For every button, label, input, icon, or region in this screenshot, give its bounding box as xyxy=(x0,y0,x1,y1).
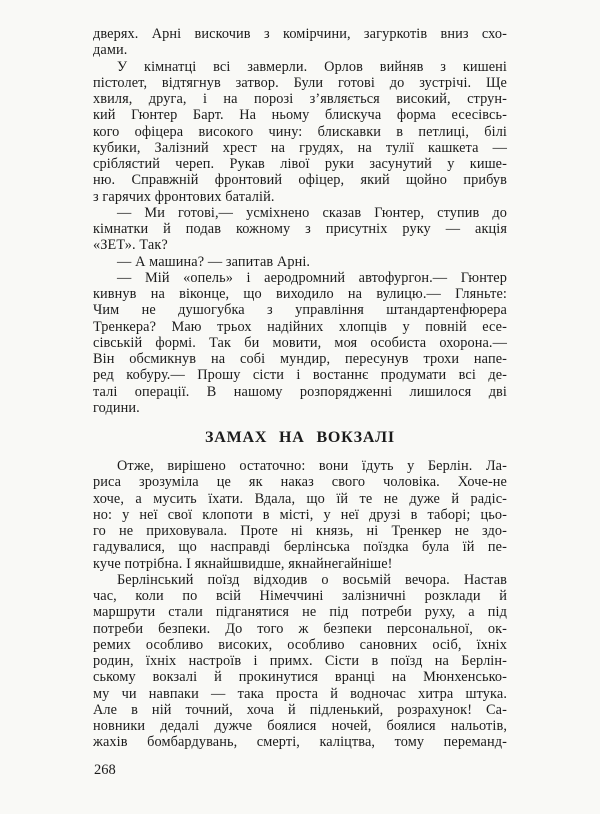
text-line: Він обсмикнув на собі мундир, пересунув трохи напе- xyxy=(93,351,507,367)
text-line: хоче, а мусить їхати. Вдала, що їй те не дуже й радіс- xyxy=(93,490,507,507)
text-line: потреби безпеки. До того ж безпеки персональної, ок- xyxy=(93,620,507,637)
body-text-after-heading xyxy=(93,458,507,751)
text-line: жахів бомбардувань, смерті, каліцтва, тому переманд- xyxy=(93,734,507,751)
text-line: но: у неї свої клопоти в місті, у неї друзі в таборі; цьо- xyxy=(93,506,507,523)
text-line: дами. xyxy=(93,42,128,59)
text-line: маршрути стали підганятися не під потреби руху, а під xyxy=(93,604,507,621)
text-line: дверях. Арні вискочив з комірчини, загуркотів вниз схо- xyxy=(93,26,507,42)
text-line: сівській формі. Так би мовити, моя особиста охорона.— xyxy=(93,334,507,351)
text-line: час, коли по всій Німеччині залізничні розклади й xyxy=(93,588,507,604)
text-line: куче потрібна. І якнайшвидше, якнайнегайніше! xyxy=(93,555,393,572)
text-line: ню. Справжній фронтовий офіцер, який щойно прибув xyxy=(93,172,507,189)
body-text-before-heading xyxy=(93,26,507,416)
text-line: ремих особливо високих, особливо сановних осіб, їхніх xyxy=(93,636,507,653)
text-line: риса зрозуміла це як наказ свого чоловіка. Хоче-не xyxy=(93,474,507,491)
text-line: кімнатки й подав кожному з присутніх руку — акція xyxy=(93,221,507,237)
text-line: Чим не душогубка з управління штандартенфюрера xyxy=(93,302,507,319)
text-line: хвиля, друга, і на порозі з’являється високий, струн- xyxy=(93,91,507,107)
text-line: «ЗЕТ». Так? xyxy=(93,237,168,254)
text-line: родин, їхніх настроїв і примх. Сісти в поїзд на Берлін- xyxy=(93,653,507,669)
text-line: талі операції. В нашому розпорядженні лишилося дві xyxy=(93,383,507,400)
text-line: години. xyxy=(93,399,140,416)
text-line: — Ми готові,— усміхнено сказав Гюнтер, ступив до xyxy=(117,204,507,221)
text-line: Берлінський поїзд відходив о восьмій вечора. Настав xyxy=(117,571,507,588)
text-line: сріблястий череп. Рукав лівої руки засунутий у кише- xyxy=(93,156,507,172)
page-number: 268 xyxy=(94,762,116,778)
text-line: Отже, вирішено остаточно: вони їдуть у Берлін. Ла- xyxy=(117,458,507,474)
text-line: з гарячих фронтових баталій. xyxy=(93,188,275,205)
text-line: ському вокзалі й прокинутися вранці на Мюнхенсько- xyxy=(93,669,507,686)
text-line: кубики, Залізний хрест на грудях, на тулії кашкета — xyxy=(93,139,507,156)
chapter-heading: ЗАМАХ НА ВОКЗАЛІ xyxy=(205,429,395,446)
text-line: кий Гюнтер Барт. На ньому блискуча форма есесівсь- xyxy=(93,107,507,124)
text-line: У кімнатці всі завмерли. Орлов вийняв з кишені xyxy=(117,58,507,75)
text-line: кивнув на віконце, що виходило на вулицю.— Гляньте: xyxy=(93,286,507,302)
text-line: новники дедалі дужче боялися ночей, боялися нальотів, xyxy=(93,718,507,734)
text-line: гадувалися, що насправді берлінська поїздка була їй пе- xyxy=(93,539,507,556)
text-line: го не приховувала. Проте ні князь, ні Тренкер не здо- xyxy=(93,523,507,539)
text-line: — А машина? — запитав Арні. xyxy=(117,253,311,270)
text-line: ред кобуру.— Прошу сісти і востаннє продумати всі де- xyxy=(93,367,507,384)
text-line: кого офіцера високого чину: блискавки в петлиці, білі xyxy=(93,123,507,140)
text-line: му чи навпаки — така проста й водночас хитра штука. xyxy=(93,685,507,702)
text-line: Тренкера? Маю трьох надійних хлопців у повній есе- xyxy=(93,318,507,335)
text-line: — Мій «опель» і аеродромний автофургон.— Гюнтер xyxy=(117,269,507,286)
text-line: пістолет, відтягнув затвор. Були готові до зустрічі. Ще xyxy=(93,74,507,91)
text-line: Але в ній точний, хоча й підленький, розрахунок! Са- xyxy=(93,701,507,718)
page-text-column xyxy=(93,26,507,751)
